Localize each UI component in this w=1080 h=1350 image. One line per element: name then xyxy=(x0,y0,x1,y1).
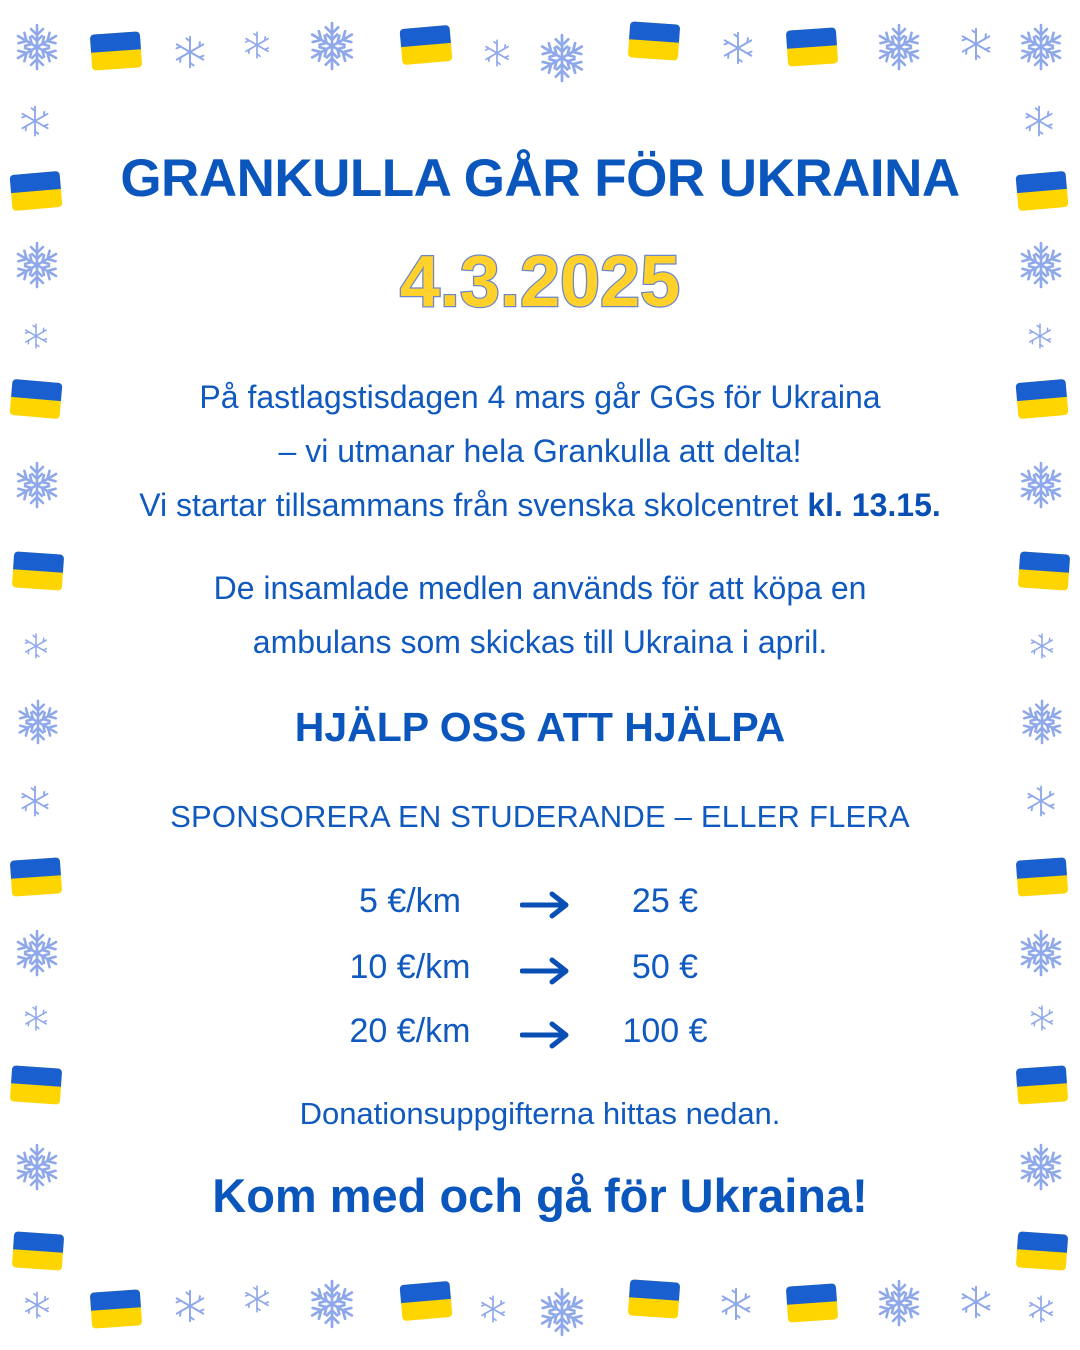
snowflake-icon xyxy=(12,22,62,72)
rate-per-km: 10 €/km xyxy=(349,948,471,986)
arrow-right-icon xyxy=(520,956,584,995)
intro-line: På fastlagstisdagen 4 mars går GGs för Ukraina xyxy=(199,379,881,415)
event-date xyxy=(0,238,1080,328)
asterisk-snowflake-icon xyxy=(958,1284,994,1320)
asterisk-snowflake-icon xyxy=(478,1294,508,1324)
ukraine-flag-icon xyxy=(90,1290,142,1328)
rate-per-km: 20 €/km xyxy=(349,1012,471,1050)
asterisk-snowflake-icon xyxy=(242,1284,272,1314)
ukraine-flag-icon xyxy=(1016,1232,1068,1270)
asterisk-snowflake-icon xyxy=(18,104,52,138)
ukraine-flag-icon xyxy=(400,26,452,64)
intro-line: – vi utmanar hela Grankulla att delta! xyxy=(278,433,802,469)
call-to-action: Kom med och gå för Ukraina! xyxy=(212,1169,868,1222)
asterisk-snowflake-icon xyxy=(172,34,208,70)
asterisk-snowflake-icon xyxy=(242,30,272,60)
snowflake-icon xyxy=(874,22,924,72)
funds-paragraph xyxy=(0,561,1080,669)
event-date-text: 4.3.2025 xyxy=(399,242,681,322)
ukraine-flag-icon xyxy=(12,1232,64,1270)
snowflake-icon xyxy=(306,1278,358,1330)
ukraine-flag-icon xyxy=(628,1280,680,1318)
funds-line: De insamlade medlen används för att köpa en xyxy=(213,570,867,606)
ukraine-flag-icon xyxy=(400,1282,452,1320)
snowflake-icon xyxy=(1016,22,1066,72)
asterisk-snowflake-icon xyxy=(1022,104,1056,138)
poster-title: GRANKULLA GÅR FÖR UKRAINA xyxy=(120,149,960,208)
rate-row xyxy=(0,948,1080,998)
asterisk-snowflake-icon xyxy=(482,38,512,68)
asterisk-snowflake-icon xyxy=(958,26,994,62)
ukraine-flag-icon xyxy=(90,32,142,70)
rate-total: 100 € xyxy=(622,1012,708,1050)
start-time: kl. 13.15. xyxy=(807,487,941,523)
intro-paragraph xyxy=(0,370,1080,532)
sponsor-line: SPONSORERA EN STUDERANDE – ELLER FLERA xyxy=(170,799,910,834)
rate-total: 50 € xyxy=(631,948,699,986)
help-heading: HJÄLP OSS ATT HJÄLPA xyxy=(294,704,786,750)
ukraine-flag-icon xyxy=(786,28,838,66)
arrow-right-icon xyxy=(520,1020,584,1059)
ukraine-flag-icon xyxy=(628,22,680,60)
asterisk-snowflake-icon xyxy=(720,30,756,66)
arrow-right-icon xyxy=(520,890,584,929)
asterisk-snowflake-icon xyxy=(1026,1294,1056,1324)
asterisk-snowflake-icon xyxy=(22,1290,52,1320)
ukraine-flag-icon xyxy=(786,1284,838,1322)
snowflake-icon xyxy=(306,20,358,72)
snowflake-icon xyxy=(536,1286,588,1338)
snowflake-icon xyxy=(536,32,588,84)
asterisk-snowflake-icon xyxy=(718,1286,754,1322)
funds-line: ambulans som skickas till Ukraina i april. xyxy=(252,624,828,660)
rate-row xyxy=(0,1012,1080,1062)
asterisk-snowflake-icon xyxy=(172,1288,208,1324)
rate-per-km: 5 €/km xyxy=(358,882,462,920)
donation-note: Donationsuppgifterna hittas nedan. xyxy=(299,1096,781,1131)
intro-line xyxy=(0,478,1080,532)
rate-total: 25 € xyxy=(631,882,699,920)
intro-line-text: Vi startar tillsammans från svenska skolcentret xyxy=(139,487,808,523)
rate-row xyxy=(0,882,1080,932)
snowflake-icon xyxy=(874,1278,924,1328)
